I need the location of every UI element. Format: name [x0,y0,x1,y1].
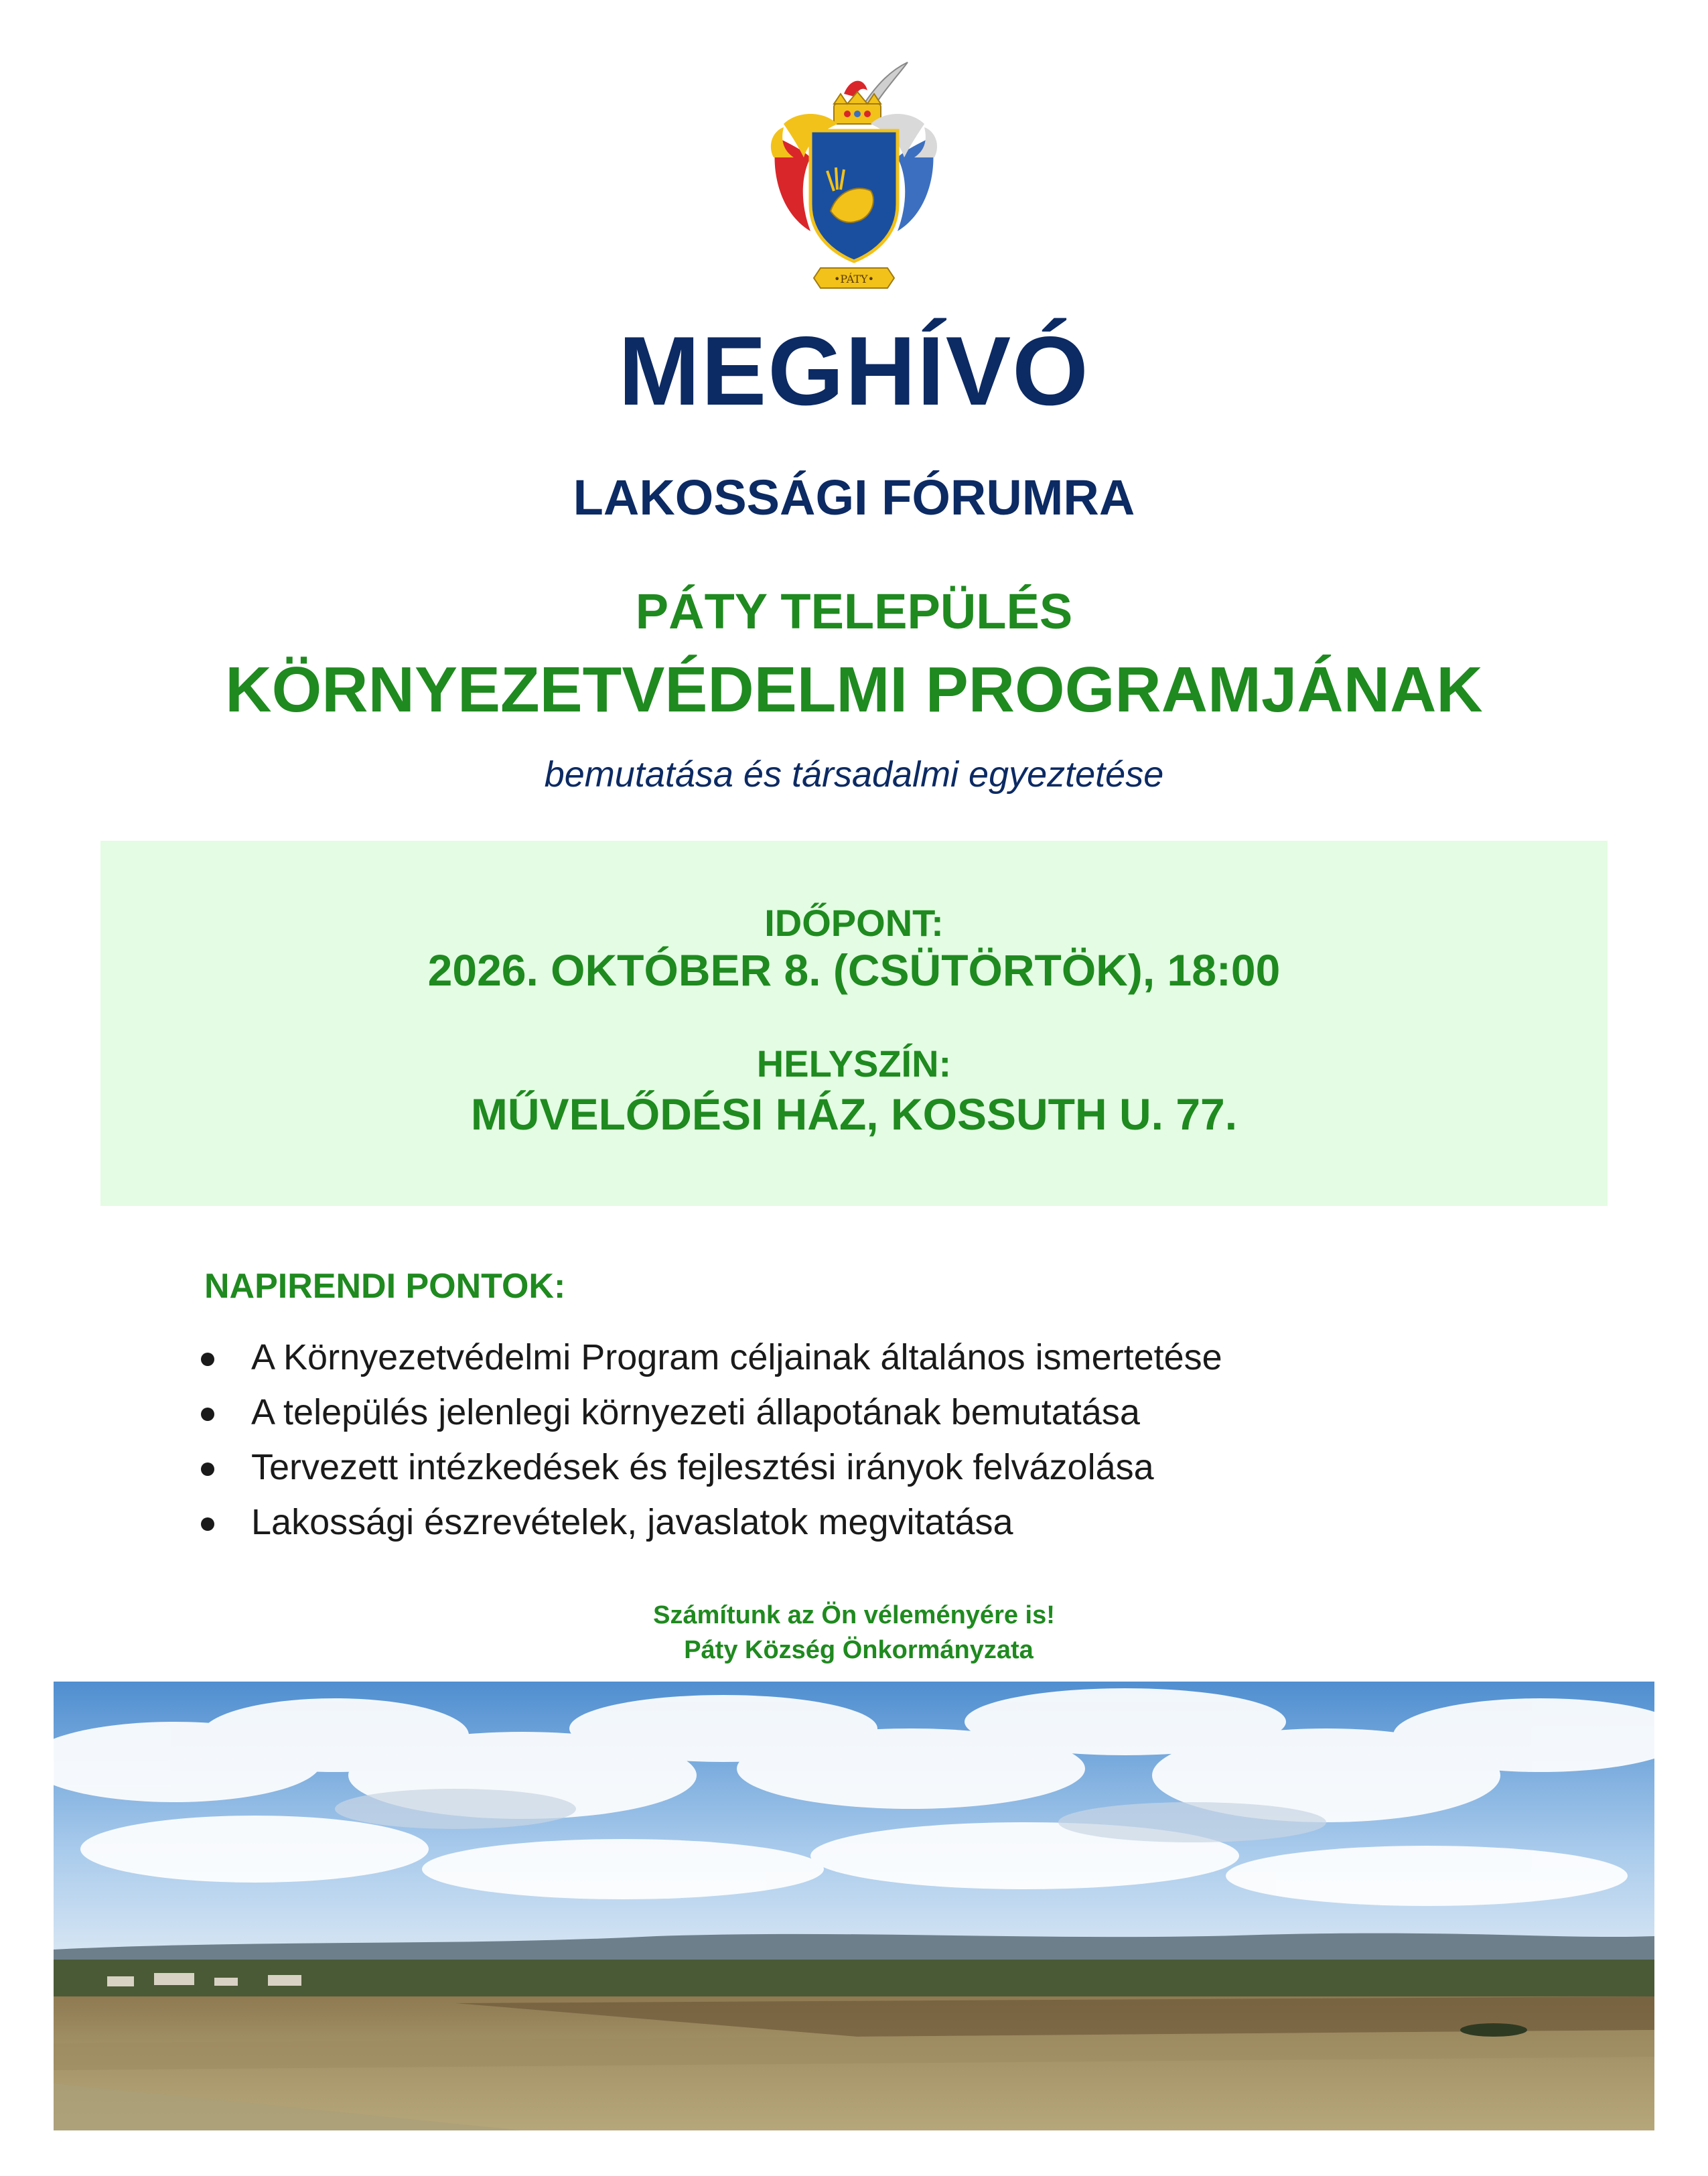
program-line-2: KÖRNYEZETVÉDELMI PROGRAMJÁNAK [225,654,1483,726]
agenda-item-text: A település jelenlegi környezeti állapotának bemutatása [251,1392,1140,1432]
agenda-item [201,1446,1222,1501]
coat-of-arms-logo [764,57,944,291]
closing-signature: Páty Község Önkormányzata [684,1636,1034,1664]
agenda-heading: NAPIRENDI PONTOK: [204,1267,566,1306]
time-value: 2026. OKTÓBER 8. (CSÜTÖRTÖK), 18:00 [427,945,1281,995]
program-line-3: bemutatása és társadalmi egyeztetése [544,754,1164,795]
closing-line-1: Számítunk az Ön véleményére is! [653,1601,1055,1629]
bullet-icon [201,1463,214,1476]
svg-text:•PÁTY•: •PÁTY• [833,273,875,285]
page-subtitle: LAKOSSÁGI FÓRUMRA [573,470,1135,525]
time-label: IDŐPONT: [764,902,944,944]
landscape-photo [54,1682,1654,2130]
event-info-box [100,841,1608,1206]
place-value: MŰVELŐDÉSI HÁZ, KOSSUTH U. 77. [470,1089,1238,1139]
agenda-item [201,1337,1222,1391]
agenda-item [201,1391,1222,1446]
agenda-item-text: Lakossági észrevételek, javaslatok megvitatása [251,1502,1013,1542]
bullet-icon [201,1353,214,1366]
program-line-1: PÁTY TELEPÜLÉS [635,584,1073,639]
agenda-item-text: A Környezetvédelmi Program céljainak általános ismertetése [251,1337,1222,1377]
place-label: HELYSZÍN: [756,1042,952,1085]
page-title: MEGHÍVÓ [618,316,1090,425]
agenda-item [201,1501,1222,1556]
agenda-item-text: Tervezett intézkedések és fejlesztési irányok felvázolása [251,1447,1154,1487]
bullet-icon [201,1408,214,1421]
agenda-list [201,1337,1222,1556]
bullet-icon [201,1517,214,1531]
